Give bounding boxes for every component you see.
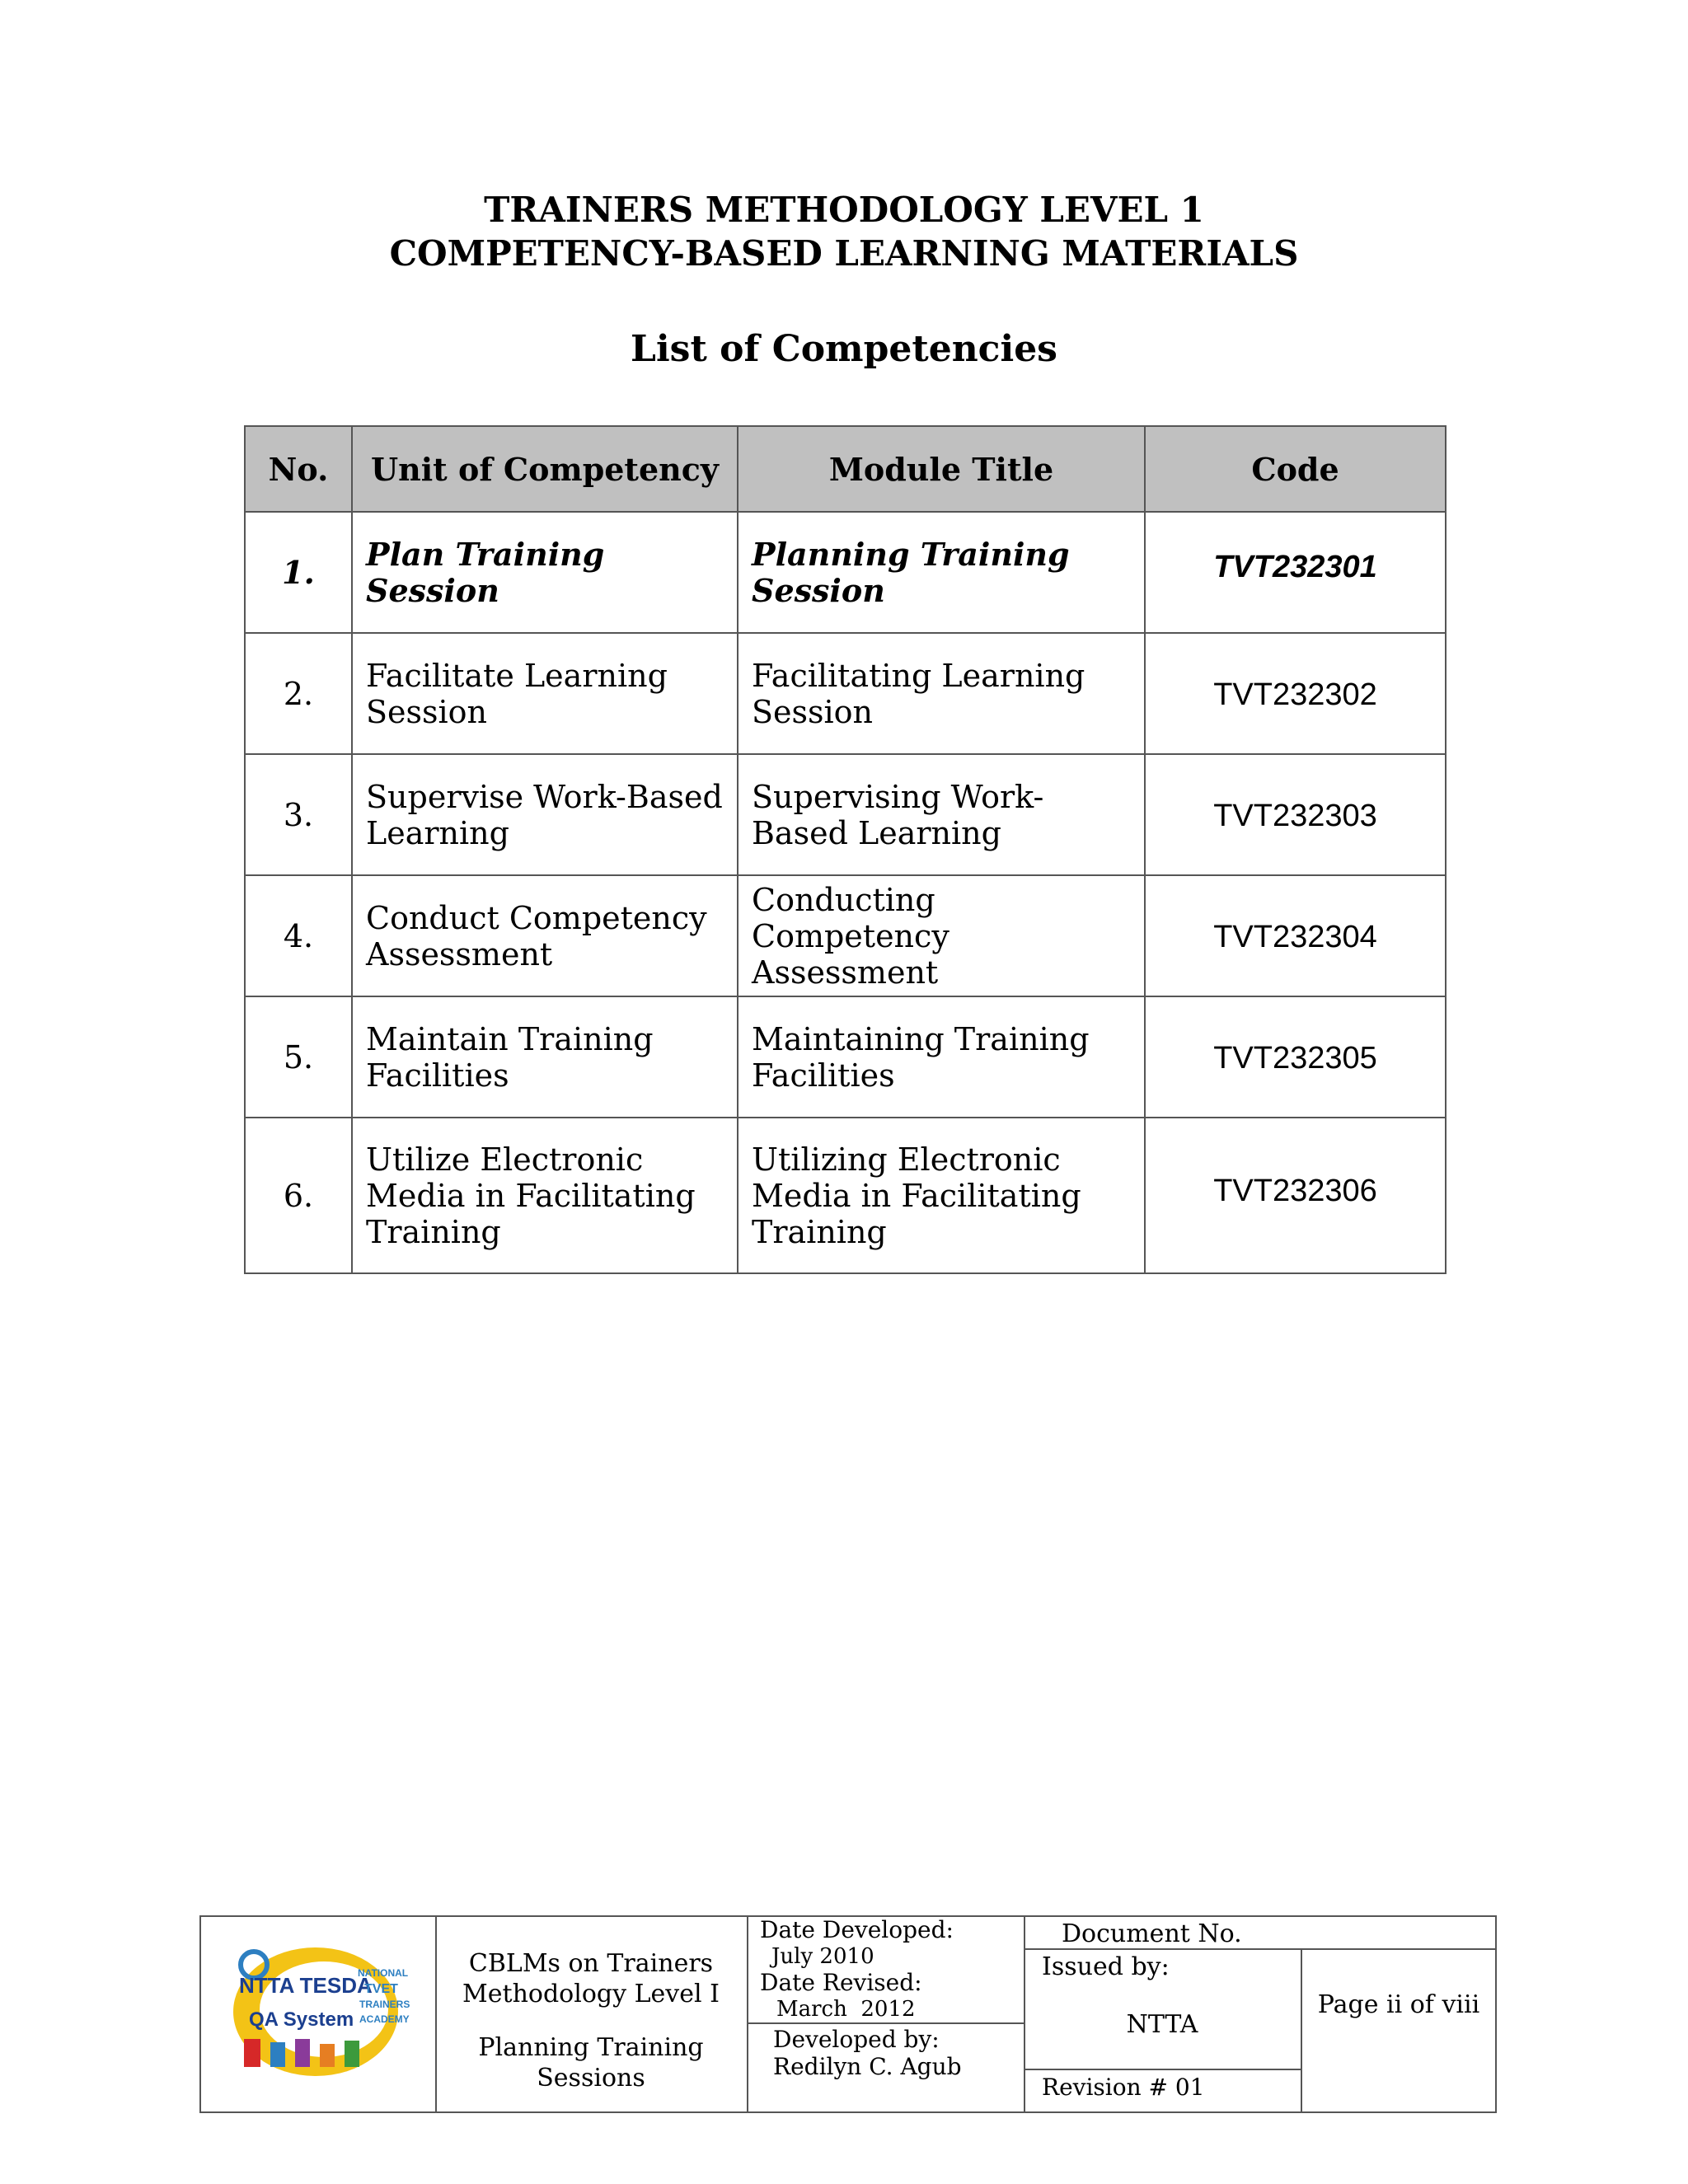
row-unit: Plan Training Session bbox=[352, 512, 738, 633]
row-no: 6. bbox=[245, 1118, 352, 1273]
issued-by-value: NTTA bbox=[1126, 2010, 1198, 2039]
row-no: 2. bbox=[245, 633, 352, 754]
cblm-line-1: CBLMs on Trainers bbox=[468, 1949, 714, 1978]
row-code: TVT232303 bbox=[1145, 754, 1446, 875]
table-row bbox=[245, 754, 1446, 875]
row-module: Facilitating Learning Session bbox=[738, 633, 1145, 754]
header-unit: Unit of Competency bbox=[352, 426, 738, 512]
row-code: TVT232304 bbox=[1145, 875, 1446, 996]
issued-by-label: Issued by: bbox=[1042, 1952, 1170, 1981]
title-line-2: COMPETENCY-BASED LEARNING MATERIALS bbox=[389, 233, 1299, 274]
table-row bbox=[245, 875, 1446, 996]
row-no: 5. bbox=[245, 996, 352, 1118]
logo-text-academy: ACADEMY bbox=[359, 2013, 410, 2025]
logo-text-qa-system: QA System bbox=[249, 2008, 354, 2031]
developed-by-label: Developed by: bbox=[773, 2026, 940, 2053]
row-module: Conducting Competency Assessment bbox=[738, 875, 1145, 996]
logo-text-ntta-tesda: NTTA TESDA bbox=[239, 1973, 373, 1998]
footer-module-title bbox=[435, 2032, 747, 2093]
document-footer bbox=[199, 1915, 1497, 2113]
logo-text-tvet: TVET bbox=[364, 1982, 398, 1996]
row-code: TVT232301 bbox=[1145, 512, 1446, 633]
cblm-line-2: Methodology Level I bbox=[462, 1980, 720, 2008]
footer-cblm-title bbox=[435, 1948, 747, 2009]
logo-text-national: NATIONAL bbox=[358, 1967, 409, 1979]
table-row bbox=[245, 1118, 1446, 1273]
competency-table bbox=[244, 425, 1447, 1274]
row-unit: Utilize Electronic Media in Facilitating Training bbox=[352, 1118, 738, 1273]
row-unit: Conduct Competency Assessment bbox=[352, 875, 738, 996]
document-title bbox=[0, 188, 1688, 275]
document-no-label: Document No. bbox=[1062, 1919, 1242, 1948]
row-no: 4. bbox=[245, 875, 352, 996]
date-revised-value: March 2012 bbox=[776, 1997, 916, 2022]
module-line-1: Planning Training bbox=[478, 2033, 704, 2062]
date-developed-value: July 2010 bbox=[771, 1944, 874, 1969]
row-no: 3. bbox=[245, 754, 352, 875]
row-unit: Facilitate Learning Session bbox=[352, 633, 738, 754]
header-code: Code bbox=[1145, 426, 1446, 512]
developed-by-value: Redilyn C. Agub bbox=[773, 2053, 962, 2080]
table-row bbox=[245, 512, 1446, 633]
table-row bbox=[245, 996, 1446, 1118]
header-module: Module Title bbox=[738, 426, 1145, 512]
revision-number: Revision # 01 bbox=[1042, 2074, 1205, 2101]
list-heading: List of Competencies bbox=[631, 328, 1057, 370]
row-no: 1. bbox=[245, 512, 352, 633]
row-unit: Maintain Training Facilities bbox=[352, 996, 738, 1118]
row-code: TVT232302 bbox=[1145, 633, 1446, 754]
row-unit: Supervise Work-Based Learning bbox=[352, 754, 738, 875]
footer-developer bbox=[773, 2026, 962, 2080]
title-line-1: TRAINERS METHODOLOGY LEVEL 1 bbox=[484, 190, 1204, 230]
row-module: Utilizing Electronic Media in Facilitating Training bbox=[738, 1118, 1145, 1273]
ntta-tesda-logo bbox=[229, 1942, 410, 2082]
date-developed-label: Date Developed: bbox=[760, 1916, 954, 1943]
page-number: Page ii of viii bbox=[1317, 1990, 1480, 2019]
header-no: No. bbox=[245, 426, 352, 512]
date-revised-label: Date Revised: bbox=[760, 1969, 922, 1996]
row-module: Supervising Work-Based Learning bbox=[738, 754, 1145, 875]
row-code: TVT232306 bbox=[1145, 1118, 1446, 1273]
table-header-row bbox=[245, 426, 1446, 512]
table-row bbox=[245, 633, 1446, 754]
row-module: Maintaining Training Facilities bbox=[738, 996, 1145, 1118]
logo-text-trainers: TRAINERS bbox=[359, 1999, 410, 2010]
footer-dates bbox=[760, 1917, 954, 2022]
row-code: TVT232305 bbox=[1145, 996, 1446, 1118]
module-line-2: Sessions bbox=[537, 2064, 645, 2093]
row-module: Planning Training Session bbox=[738, 512, 1145, 633]
